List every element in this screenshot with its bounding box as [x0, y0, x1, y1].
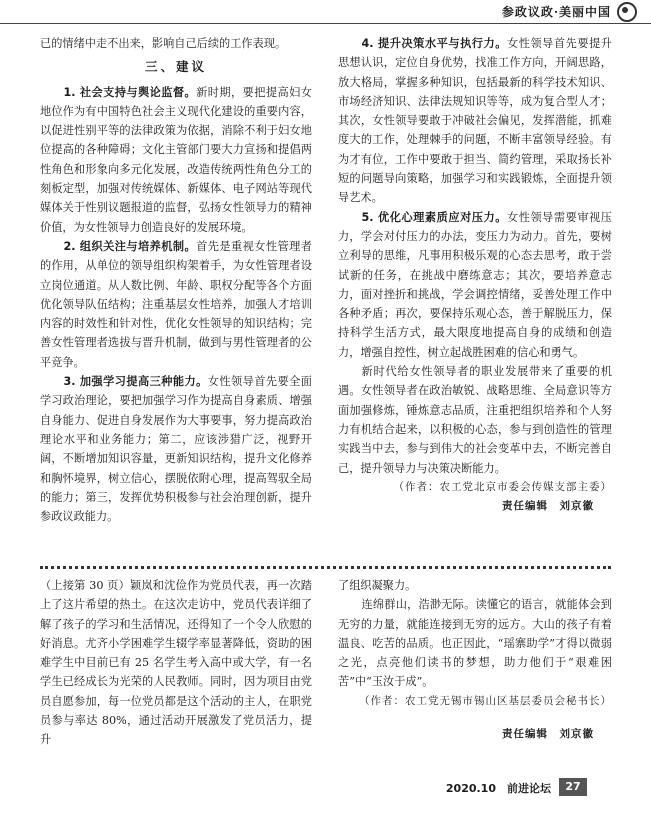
author-note: （作者：农工党无锡市锡山区基层委员会秘书长） — [359, 694, 612, 707]
page-footer — [0, 778, 651, 808]
page-header — [0, 0, 651, 26]
section-title: 三、建议 — [144, 59, 207, 75]
bottom-right-column — [338, 576, 612, 744]
carryover-text: 已的情绪中走不出来，影响自己后续的工作表现。 — [40, 37, 287, 50]
header-rule — [0, 23, 651, 24]
item-paragraph — [40, 237, 312, 372]
footer-issue: 2020.10 前进论坛 — [445, 782, 551, 795]
top-left-column — [40, 34, 312, 526]
item-body: 新时期，要把提高妇女地位作为有中国特色社会主义现代化建设的重要内容，以促进性别平等的法律政策为依据，消除不利于妇女地位提高的各种障碍；文化主管部门要大力宣扬和提倡两性角色和形象向多元化发展，改造传统两性角色分工的刻板定型，加强对传统媒体、新媒体、电子网站等现代媒体关于性别议题报道的监督，弘扬女性领导力的精神价值，为女性领导力创造良好的发展环境。 — [40, 85, 312, 234]
continued-text: 了组织凝聚力。 — [338, 579, 417, 592]
item-body: 女性领导需要审视压力，学会对付压力的办法，变压力为动力。首先，要树立利导的思维，凡事用积极乐观的心态去思考，敢于尝试新的任务，在挑战中磨练意志；其次，要培养意志力，面对挫折和挑战，学会调控情绪，妥善处理工作中各种矛盾；再次，要保持乐观心态，善于解脱压力，保持科学生活方式，最大限度地提高自身的成绩和创造力，增强自控性，树立起战胜困难的信心和勇气。 — [338, 210, 612, 359]
item-heading: 3. 加强学习提高三种能力。 — [63, 375, 208, 389]
header-title: 参政议政·美丽中国 — [501, 5, 611, 19]
bottom-left-column — [40, 576, 312, 750]
continued-text: （上接第 30 页）颖岚和沈俭作为党员代表，再一次踏上了这片希望的热土。在这次走访中，党员代表详细了解了孩子的学习和生活情况，还得知了一个令人欣慰的好消息。尤齐小学困难学生辍学率显著降低，资助的困难学生中目前已有 25 名学生考入高中或大学，有一名学生已经成长为光荣的人民教师。同时，因为项目由党员自愿参加，每一位党员都是这个活动的主人，在职党员参与率达 80%，通过活动开展激发了党员活力，提升 — [40, 579, 312, 747]
item-paragraph — [338, 34, 612, 208]
item-body: 首先是重视女性管理者的作用，从单位的领导组织构架着手，为女性管理者设立岗位通道。从人数比例、年龄、职权分配等各个方面优化领导队伍结构；注重基层女性培养，加强人才培训内容的时效性和针对性，优化女性领导的知识结构；完善女性管理者选拔与晋升机制，做到与男性管理者的公平竞争。 — [40, 239, 312, 369]
top-right-column — [338, 34, 612, 516]
author-note: （作者：农工党北京市委会传媒支部主委） — [393, 480, 612, 493]
closing-paragraph: 新时代给女性领导者的职业发展带来了重要的机遇。女性领导者在政治敏锐、战略思维、全局意识等方面加强修炼，锤炼意志品质，注重把组织培养和个人努力有机结合起来，以积极的心态，参与到创造性的管理实践当中去，参与到伟大的社会变革中去，不断完善自己，提升领导力与决策决断能力。 — [338, 365, 612, 475]
item-body: 女性领导首先要全面学习政治理论，要把加强学习作为提高自身素质、增强自身能力、促进自身发展作为大事要事，努力提高政治理论水平和业务能力；第二，应该涉猎广泛，视野开阔，不断增加知识容量，更新知识结构，提升文化修养和胸怀境界，树立信心，摆脱依附心理，提高驾驭全局的能力；第三，发挥优势积极参与社会治理创新，提升参政议政能力。 — [40, 375, 312, 524]
item-heading: 2. 组织关注与培养机制。 — [63, 239, 197, 253]
item-paragraph — [40, 83, 312, 237]
article-separator — [40, 566, 611, 569]
item-paragraph — [338, 208, 612, 362]
editor-credit: 责任编辑 刘京徽 — [502, 500, 594, 513]
page-number: 27 — [559, 778, 587, 796]
item-paragraph — [40, 372, 312, 526]
editor-credit: 责任编辑 刘京徽 — [502, 728, 594, 741]
journal-logo-icon — [617, 2, 637, 22]
item-heading: 5. 优化心理素质应对压力。 — [361, 210, 507, 224]
item-heading: 4. 提升决策水平与执行力。 — [361, 37, 507, 50]
item-body: 女性领导首先要提升思想认识，定位自身优势，找准工作方向，开阔思路，放大格局，掌握多种知识，包括最新的科学技术知识、市场经济知识、法律法规知识等等，成为复合型人才；其次，女性领导要敢于冲破社会偏见，发挥潜能，抓难度大的工作，处理棘手的问题，不断丰富领导经验。有为才有位，工作中要敢于担当、简约管理，采取扬长补短的问题导向策略，加强学习和实践锻炼，全面提升领导艺术。 — [338, 37, 612, 205]
closing-paragraph: 连绵群山，浩渺无际。读懂它的语言，就能体会到无穷的力量，就能连接到无穷的远方。大山的孩子有着温良、吃苦的品质。也正因此，“瑶寨助学”才得以微弱之光，点亮他们读书的梦想，助力他们于“艰难困苦”中“玉汝于成”。 — [338, 598, 612, 689]
item-heading: 1. 社会支持与舆论监督。 — [63, 85, 197, 99]
